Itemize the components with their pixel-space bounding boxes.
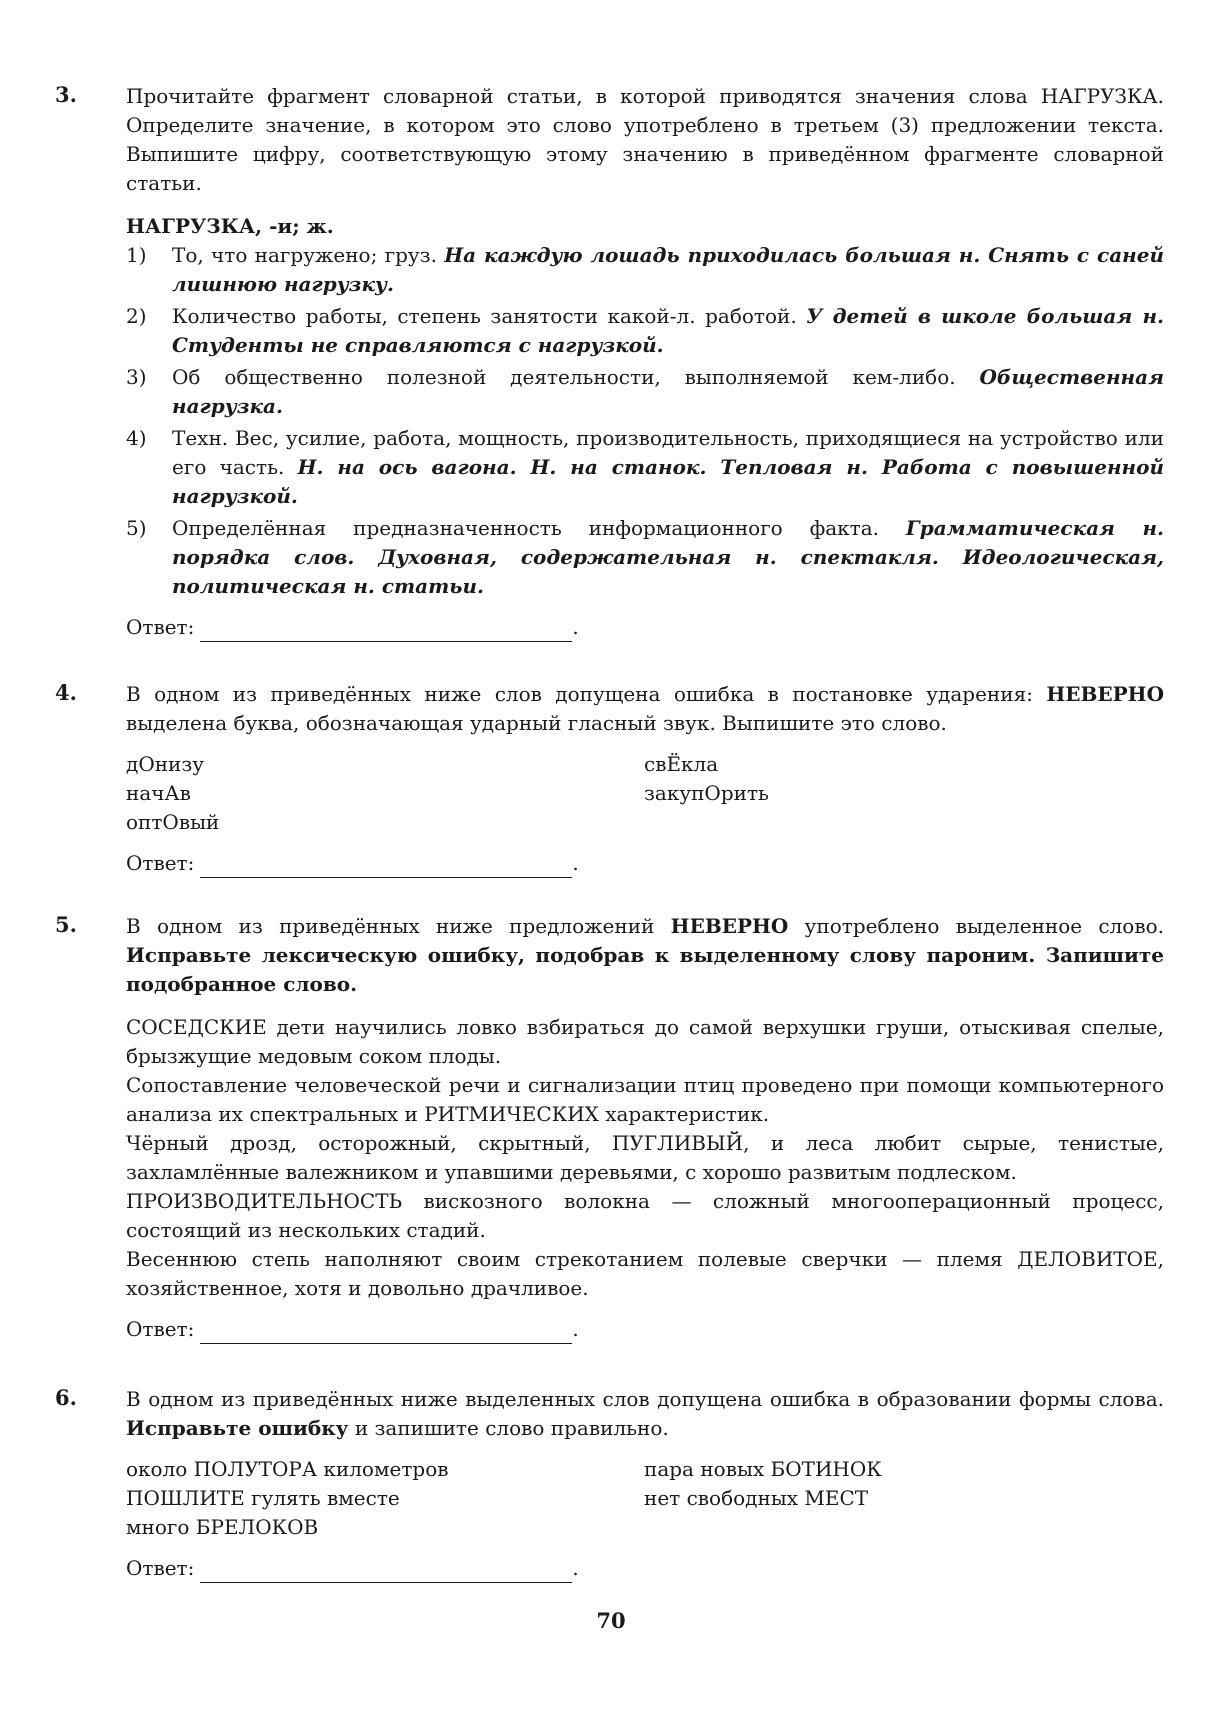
answer-field[interactable] [200, 619, 572, 642]
sentence-item: ПРОИЗВОДИТЕЛЬНОСТЬ вискозного волокна — сложный многооперационный процесс, состоящий из нескольких стадий. [126, 1189, 1164, 1242]
answer-field[interactable] [200, 1560, 572, 1583]
answer-label: Ответ: [126, 615, 195, 639]
task-prompt: В одном из приведённых ниже слов допущена ошибка в постановке ударения: НЕВЕРНО выделена буква, обозначающая ударный гласный звук. Выпишите это слово. [126, 682, 1164, 735]
task-prompt: В одном из приведённых ниже выделенных слов допущена ошибка в образовании формы слова. Исправьте ошибку и запишите слово правильно. [126, 1387, 1164, 1440]
sentence-item: Весеннюю степь наполняют своим стрекотанием полевые сверчки — племя ДЕЛОВИТОЕ, хозяйственное, хотя и довольно драчливое. [126, 1247, 1164, 1300]
answer-row: Ответ: . [126, 1554, 1164, 1583]
sentence-item: Чёрный дрозд, осторожный, скрытный, ПУГЛИВЫЙ, и леса любит сырые, тенистые, захламлённые валежником и упавшими деревьями, с хорошо развитым подлеском. [126, 1131, 1164, 1184]
word-list [126, 750, 1164, 837]
task-number: 3. [55, 82, 77, 107]
dictionary-entry [126, 212, 1164, 601]
task-number: 4. [55, 680, 77, 705]
sense-item: 5) Определённая предназначенность информационного факта. Грамматическая н. порядка слов. Духовная, содержательная н. спектакля. Идеологическая, политическая н. статьи. [126, 516, 1165, 598]
word-item: дОнизу [126, 752, 205, 776]
word-item: около ПОЛУТОРА километров [126, 1457, 449, 1481]
answer-row: Ответ: . [126, 849, 1164, 878]
sense-item: 3) Об общественно полезной деятельности, выполняемой кем-либо. Общественная нагрузка. [126, 365, 1165, 418]
answer-label: Ответ: [126, 851, 195, 875]
answer-row: Ответ: . [126, 1315, 1164, 1344]
sentence-item: Сопоставление человеческой речи и сигнализации птиц проведено при помощи компьютерного анализа их спектральных и РИТМИЧЕСКИХ характеристик. [126, 1073, 1164, 1126]
word-item: начАв [126, 781, 191, 805]
word-item: свЁкла [644, 752, 719, 776]
answer-field[interactable] [200, 1321, 572, 1344]
word-item: оптОвый [126, 810, 220, 834]
task-number: 6. [55, 1385, 77, 1410]
answer-row: Ответ: . [126, 613, 1164, 642]
word-item: закупОрить [644, 781, 769, 805]
sense-item: 2) Количество работы, степень занятости какой-л. работой. У детей в школе большая н. Студенты не справляются с нагрузкой. [126, 304, 1164, 357]
word-item: ПОШЛИТЕ гулять вместе [126, 1486, 400, 1510]
answer-label: Ответ: [126, 1317, 195, 1341]
word-item: пара новых БОТИНОК [644, 1457, 882, 1481]
sense-item: 1) То, что нагружено; груз. На каждую лошадь приходилась большая н. Снять с саней лишнюю нагрузку. [126, 243, 1164, 296]
page-number: 70 [596, 1608, 626, 1633]
word-item: много БРЕЛОКОВ [126, 1515, 319, 1539]
task-number: 5. [55, 912, 77, 937]
answer-field[interactable] [200, 855, 572, 878]
entry-headword: НАГРУЗКА, -и; ж. [126, 214, 334, 238]
task-prompt: В одном из приведённых ниже предложений НЕВЕРНО употреблено выделенное слово. Исправьте лексическую ошибку, подобрав к выделенному слову пароним. Запишите подобранное слово. [126, 914, 1164, 996]
word-list [126, 1455, 1164, 1542]
word-item: нет свободных МЕСТ [644, 1486, 869, 1510]
sense-item: 4) Техн. Вес, усилие, работа, мощность, производительность, приходящиеся на устройство или его часть. Н. на ось вагона. Н. на станок. Тепловая н. Работа с повышенной нагрузкой. [126, 426, 1164, 508]
answer-label: Ответ: [126, 1556, 195, 1580]
task-prompt: Прочитайте фрагмент словарной статьи, в которой приводятся значения слова НАГРУЗКА. Определите значение, в котором это слово употреблено в третьем (3) предложении текста. Выпишите цифру, соответствующую этому значению в приведённом фрагменте словарной статьи. [126, 84, 1164, 195]
sentence-list [126, 1013, 1164, 1303]
sentence-item: СОСЕДСКИЕ дети научились ловко взбираться до самой верхушки груши, отыскивая спелые, брызжущие медовым соком плоды. [126, 1015, 1164, 1068]
